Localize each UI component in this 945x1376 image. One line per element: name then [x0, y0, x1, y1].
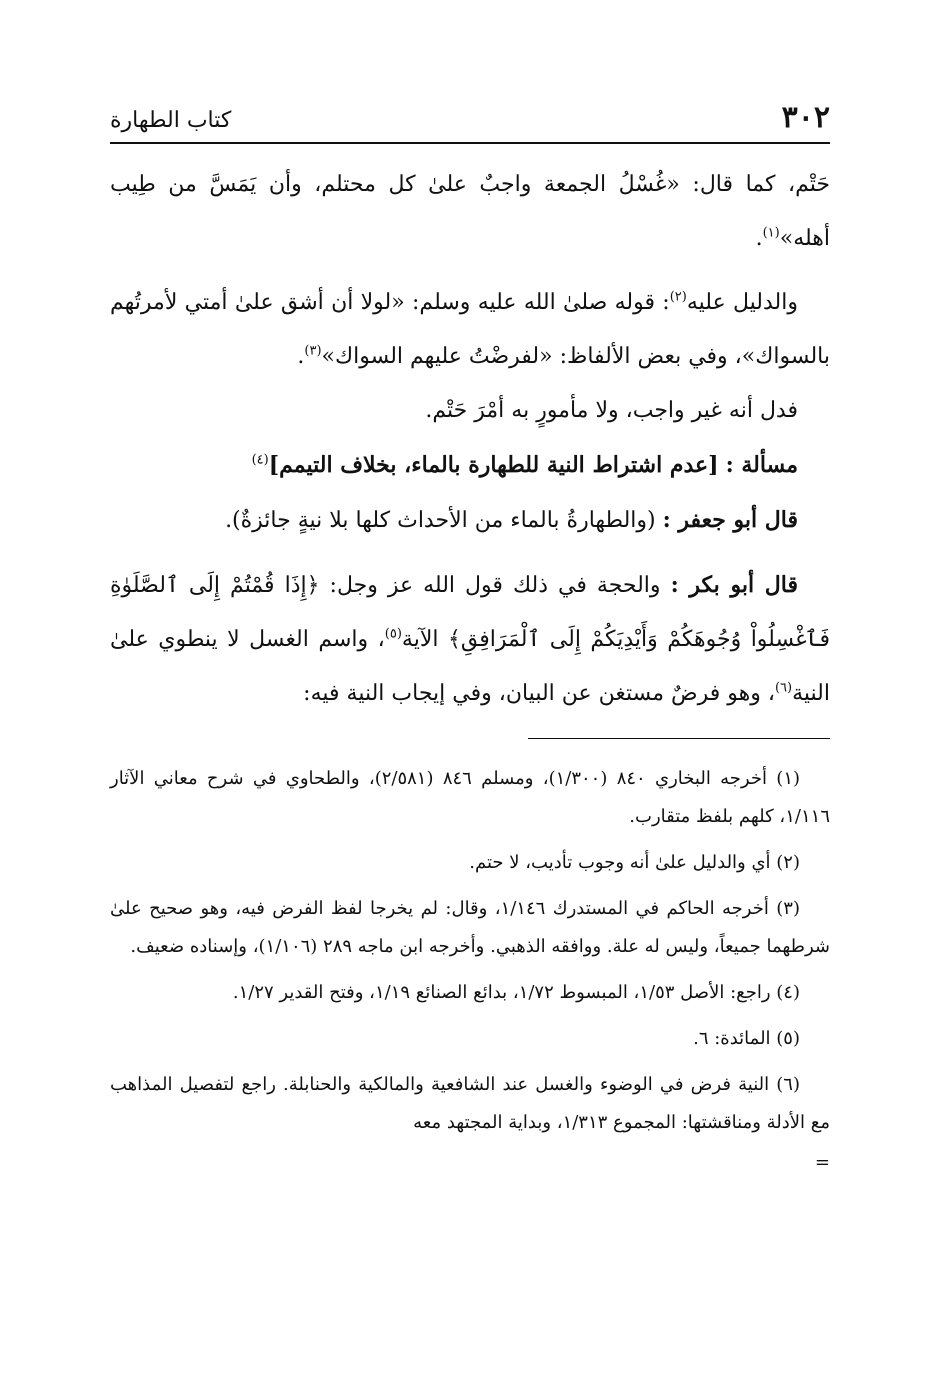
paragraph-1: حَتْم، كما قال: «غُسْلُ الجمعة واجبٌ علىٰ كل محتلم، وأن يَمَسَّ من طِيب أهله»$^{(١)}$.	[110, 172, 830, 251]
footnote-ref-2: (٢)	[669, 289, 687, 305]
footnote-2: (٢) أي والدليل علىٰ أنه وجوب تأديب، لا حتم.	[469, 852, 800, 873]
abu-bakr-statement: قال أبو بكر : والحجة في ذلك قول الله عز وجل: ﴿إِذَا قُمْتُمْ إِلَى ٱلصَّلَوٰةِ فَٱغْسِلُواْ وُجُوهَكُمْ وَأَيْدِيَكُمْ إِلَى ٱلْمَرَافِقِ﴾ الآية$^{(٥)}$، واسم الغسل لا ينطوي علىٰ النية$^{(٦)}$، وهو فرضٌ مستغن عن البيان، وفي إيجاب النية فيه:	[110, 572, 830, 706]
footnote-5: (٥) المائدة: ٦.	[693, 1028, 800, 1049]
footnote-4: (٤) راجع: الأصل ١/٥٣، المبسوط ١/٧٢، بدائع الصنائع ١/١٩، وفتح القدير ١/٢٧.	[232, 982, 800, 1003]
footnotes	[110, 760, 830, 1190]
footnote-ref-4: (٤)	[251, 452, 269, 468]
footnote-6: (٦) النية فرض في الوضوء والغسل عند الشافعية والمالكية والحنابلة. راجع لتفصيل المذاهب مع الأدلة ومناقشتها: المجموع ١/٣١٣، وبداية المجتهد معه	[110, 1074, 830, 1133]
running-title: كتاب الطهارة	[110, 108, 232, 133]
footnote-ref-1: (١)	[762, 225, 780, 241]
footnote-ref-5: (٥)	[384, 626, 402, 642]
footnote-ref-3: (٣)	[304, 343, 322, 359]
issue-title: [عدم اشتراط النية للطهارة بالماء، بخلاف التيمم]	[268, 452, 719, 478]
issue-heading: مسألة : [عدم اشتراط النية للطهارة بالماء، بخلاف التيمم]$^{(٤)}$	[251, 452, 798, 478]
paragraph-3: فدل أنه غير واجب، ولا مأمورٍ به أمْرَ حَتْم.	[425, 398, 798, 423]
footnote-separator	[528, 738, 830, 739]
page-header	[110, 98, 830, 144]
paragraph-2: والدليل عليه$^{(٢)}$: قوله صلىٰ الله عليه وسلم: «لولا أن أشق علىٰ أمتي لأمرتُهم بالسواك»، وفي بعض الألفاظ: «لفرضْتُ عليهم السواك»$^{(٣)}$.	[110, 289, 830, 369]
footnote-continuation-mark: =	[814, 1152, 830, 1173]
footnote-ref-6: (٦)	[774, 680, 793, 696]
footnote-3: (٣) أخرجه الحاكم في المستدرك ١/١٤٦، وقال: لم يخرجا لفظ الفرض فيه، وهو صحيح علىٰ شرطهما جميعاً، وليس له علة. ووافقه الذهبي. وأخرجه ابن ماجه ٢٨٩ (١/١٠٦)، وإسناده ضعيف.	[110, 898, 830, 957]
page-number: ٣٠٢	[781, 100, 830, 135]
footnote-1: (١) أخرجه البخاري ٨٤٠ (١/٣٠٠)، ومسلم ٨٤٦ (٢/٥٨١)، والطحاوي في شرح معاني الآثار ١/١١٦، كلهم بلفظ متقارب.	[110, 768, 830, 827]
main-text	[110, 158, 830, 721]
abu-jafar-statement: قال أبو جعفر : (والطهارةُ بالماء من الأحداث كلها بلا نيةٍ جائزةٌ).	[225, 507, 798, 533]
